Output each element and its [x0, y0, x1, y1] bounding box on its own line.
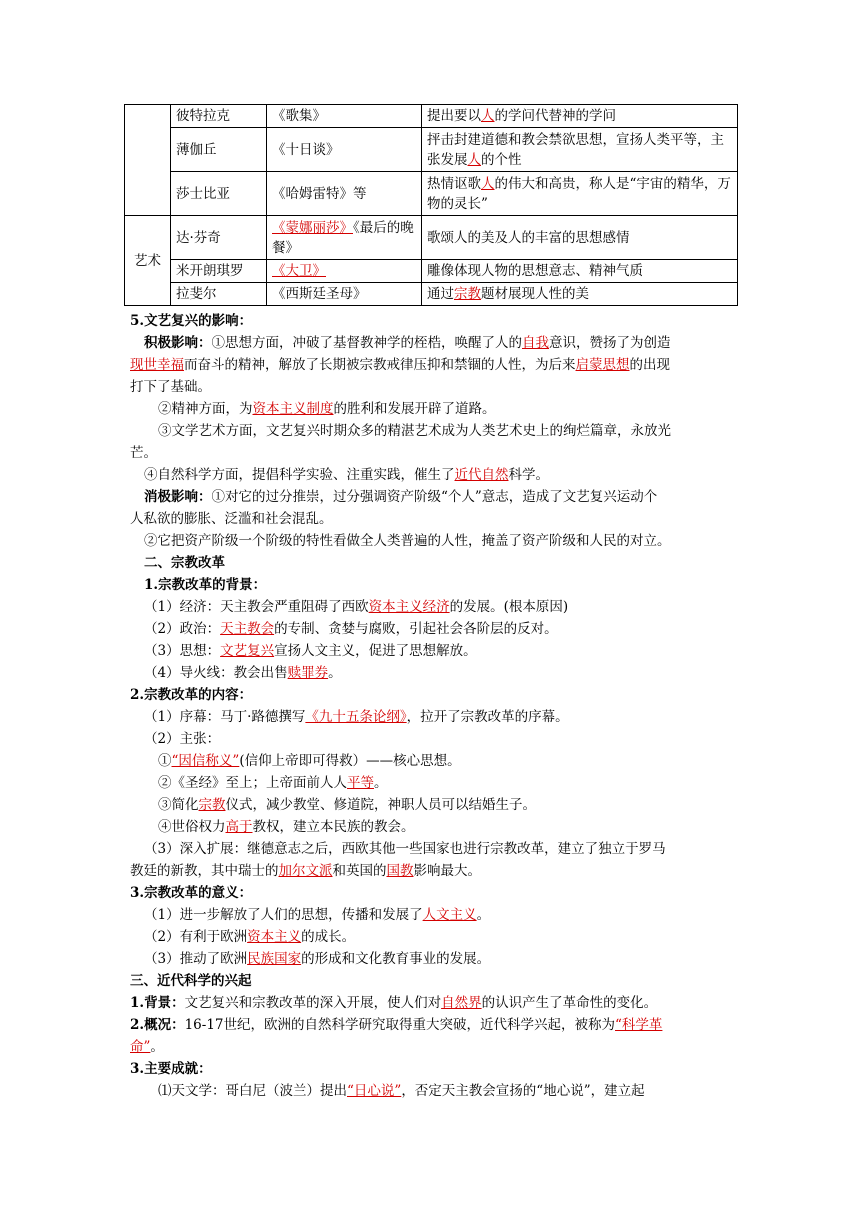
table-row — [125, 216, 738, 260]
text-segment: 的成长。 — [301, 929, 356, 945]
work-cell: 《十日谈》 — [267, 128, 422, 172]
text-segment: （4）导火线：教会出售 — [144, 665, 288, 681]
work-cell: 《歌集》 — [267, 105, 422, 128]
description-cell: 歌颂人的美及人的丰富的思想感情 — [422, 216, 738, 260]
text-line — [158, 1080, 736, 1102]
text-line — [144, 640, 477, 662]
text-segment: 而奋斗的精神，解放了长期被宗教戒律压抑和禁锢的人性，为后来 — [184, 357, 576, 373]
text-segment: ②精神方面，为 — [158, 401, 253, 417]
text-segment: 。 — [328, 665, 342, 681]
key-term: 命” — [130, 1039, 151, 1055]
text-line — [144, 618, 558, 640]
text-segment: ① — [158, 753, 172, 769]
text-segment: 的专制、贪婪与腐败，引起社会各阶层的反对。 — [274, 621, 558, 637]
person-cell: 彼特拉克 — [171, 105, 267, 128]
work-cell: 《西斯廷圣母》 — [267, 283, 422, 306]
text-segment: （3）思想： — [144, 643, 221, 659]
text-segment: （1）经济：天主教会严重阻碍了西欧 — [144, 599, 369, 615]
text-segment: （3）深入扩展：继德意志之后，西欧其他一些国家也进行宗教改革，建立了独立于罗马 — [144, 841, 666, 857]
text-line — [130, 992, 657, 1014]
text-segment: （3）推动了欧洲 — [144, 951, 248, 967]
text-segment: ③文学艺术方面，文艺复兴时期众多的精湛艺术成为人类艺术史上的绚烂篇章，永放光 — [158, 423, 671, 439]
text-line — [144, 904, 490, 926]
heading-text: 3.宗教改革的意义： — [130, 885, 253, 901]
person-cell: 达·芬奇 — [171, 216, 267, 260]
heading-text: 5.文艺复兴的影响： — [130, 313, 253, 329]
person-cell: 莎士比亚 — [171, 172, 267, 216]
description-cell: 抨击封建道德和教会禁欲思想，宣扬人类平等，主张发展人的个性 — [422, 128, 738, 172]
key-term: 文艺复兴 — [220, 643, 275, 659]
text-segment: 芒。 — [130, 445, 157, 461]
work-cell: 《蒙娜丽莎》《最后的晚餐》 — [267, 216, 422, 260]
key-term: 自我 — [522, 335, 549, 351]
text-line — [144, 552, 225, 574]
text-segment: ②《圣经》至上；上帝面前人人 — [158, 775, 347, 791]
key-term: 自然界 — [441, 995, 482, 1011]
text-segment: 16-17世纪，欧洲的自然科学研究取得重大突破，近代科学兴起，被称为 — [184, 1017, 616, 1033]
text-line — [144, 728, 220, 750]
key-term: 《九十五条论纲》 — [305, 709, 407, 725]
text-segment: 打下了基础。 — [130, 379, 211, 395]
text-segment: 。 — [374, 775, 388, 791]
text-segment: 文艺复兴和宗教改革的深入开展，使人们对 — [184, 995, 442, 1011]
key-term: 高于 — [225, 819, 253, 835]
text-segment: （1）序幕：马丁·路德撰写 — [144, 709, 306, 725]
text-segment: 意识，赞扬了为创造 — [549, 335, 671, 351]
text-line — [158, 772, 388, 794]
text-segment: 的形成和文化教育事业的发展。 — [301, 951, 491, 967]
key-term: 人文主义 — [422, 907, 477, 923]
literature-art-table — [124, 104, 738, 306]
text-line — [144, 838, 736, 860]
key-term: 资本主义经济 — [368, 599, 450, 615]
key-term: 平等 — [347, 775, 374, 791]
heading-text: 消极影响： — [144, 489, 212, 505]
key-term: 天主教会 — [220, 621, 275, 637]
key-term: 宗教 — [198, 797, 226, 813]
text-segment: 宣扬人文主义，促进了思想解放。 — [274, 643, 477, 659]
key-term: 赎罪券 — [287, 665, 329, 681]
key-term: 加尔文派 — [278, 863, 333, 879]
heading-text: 2.概况： — [130, 1017, 185, 1033]
table-row — [125, 283, 738, 306]
table-row — [125, 105, 738, 128]
text-line — [130, 882, 252, 904]
table-row — [125, 260, 738, 283]
text-segment: 。 — [476, 907, 491, 923]
heading-text: 1.背景： — [130, 995, 185, 1011]
text-line — [130, 354, 670, 376]
key-term: 现世幸福 — [130, 357, 184, 373]
work-cell: 《哈姆雷特》等 — [267, 172, 422, 216]
key-term: “因信称义” — [171, 753, 240, 769]
text-line — [144, 332, 736, 354]
text-segment: ④自然科学方面，提倡科学实验、注重实践，催生了 — [144, 467, 455, 483]
text-line — [158, 816, 415, 838]
text-line — [130, 376, 211, 398]
text-line — [158, 398, 496, 420]
heading-text: 3.主要成就： — [130, 1061, 212, 1077]
text-line — [158, 750, 461, 772]
key-term: 启蒙思想 — [575, 357, 630, 373]
key-term: 国教 — [386, 863, 414, 879]
text-segment: ，否定天主教会宣扬的“地心说”，建立起 — [401, 1083, 645, 1099]
text-line — [130, 1058, 212, 1080]
text-line — [158, 420, 736, 442]
text-segment: 科学。 — [508, 467, 549, 483]
heading-text: 积极影响： — [144, 335, 212, 351]
key-term: 民族国家 — [247, 951, 302, 967]
person-cell: 薄伽丘 — [171, 128, 267, 172]
text-line — [144, 464, 549, 486]
text-segment: （2）政治： — [144, 621, 221, 637]
text-line — [144, 486, 736, 508]
text-line — [130, 508, 333, 530]
text-segment: （2）主张： — [144, 731, 221, 747]
text-line — [144, 706, 569, 728]
text-segment: 仪式，减少教堂、修道院，神职人员可以结婚生子。 — [225, 797, 536, 813]
text-segment: （1）进一步解放了人们的思想，传播和发展了 — [144, 907, 423, 923]
text-line — [130, 684, 252, 706]
text-segment: 的胜利和发展开辟了道路。 — [333, 401, 496, 417]
text-segment: ④世俗权力 — [158, 819, 226, 835]
key-term: “科学革 — [615, 1017, 663, 1033]
text-segment: (信仰上帝即可得救）——核心思想。 — [239, 753, 461, 769]
text-line — [130, 1014, 736, 1036]
person-cell: 米开朗琪罗 — [171, 260, 267, 283]
text-line — [158, 794, 536, 816]
work-cell: 《大卫》 — [267, 260, 422, 283]
heading-text: 2.宗教改革的内容： — [130, 687, 253, 703]
text-segment: 的认识产生了革命性的变化。 — [481, 995, 658, 1011]
text-segment: ②它把资产阶级一个阶级的特性看做全人类普遍的人性，掩盖了资产阶级和人民的对立。 — [144, 533, 671, 549]
text-segment: ③简化 — [158, 797, 199, 813]
heading-text: 二、宗教改革 — [144, 555, 225, 571]
text-line — [130, 1036, 164, 1058]
text-segment: ①对它的过分推崇，过分强调资产阶级“个人”意志，造成了文艺复兴运动个 — [211, 489, 658, 505]
text-segment: 教权，建立本民族的教会。 — [252, 819, 415, 835]
table-row — [125, 128, 738, 172]
table-row — [125, 172, 738, 216]
text-segment: 的出现 — [629, 357, 670, 373]
heading-text: 三、近代科学的兴起 — [130, 973, 252, 989]
text-line — [144, 926, 355, 948]
key-term: “日心说” — [347, 1083, 402, 1099]
description-cell: 雕像体现人物的思想意志、精神气质 — [422, 260, 738, 283]
text-line — [144, 948, 490, 970]
key-term: 资本主义制度 — [252, 401, 334, 417]
description-cell: 通过宗教题材展现人性的美 — [422, 283, 738, 306]
text-segment: 。 — [150, 1039, 164, 1055]
person-cell: 拉斐尔 — [171, 283, 267, 306]
description-cell: 提出要以人的学问代替神的学问 — [422, 105, 738, 128]
key-term: 资本主义 — [247, 929, 302, 945]
key-term: 近代自然 — [454, 467, 509, 483]
text-segment: ①思想方面，冲破了基督教神学的桎梏，唤醒了人的 — [211, 335, 522, 351]
text-segment: ，拉开了宗教改革的序幕。 — [406, 709, 569, 725]
text-segment: 人私欲的膨胀、泛滥和社会混乱。 — [130, 511, 333, 527]
category-cell-art: 艺术 — [125, 216, 171, 306]
text-segment: 的发展。(根本原因) — [449, 599, 569, 615]
heading-text: 1.宗教改革的背景： — [144, 577, 267, 593]
category-cell-literature — [125, 105, 171, 216]
text-segment: ⑴天文学：哥白尼（波兰）提出 — [158, 1083, 347, 1099]
text-segment: 教廷的新教，其中瑞士的 — [130, 863, 279, 879]
text-segment: 和英国的 — [332, 863, 387, 879]
text-line — [144, 662, 342, 684]
text-line — [144, 574, 266, 596]
text-line — [130, 310, 252, 332]
text-line — [144, 530, 671, 552]
text-line — [130, 860, 481, 882]
text-line — [144, 596, 568, 618]
text-segment: 影响最大。 — [413, 863, 481, 879]
text-line — [130, 442, 157, 464]
text-segment: （2）有利于欧洲 — [144, 929, 248, 945]
text-line — [130, 970, 252, 992]
description-cell: 热情讴歌人的伟大和高贵，称人是“宇宙的精华，万物的灵长” — [422, 172, 738, 216]
